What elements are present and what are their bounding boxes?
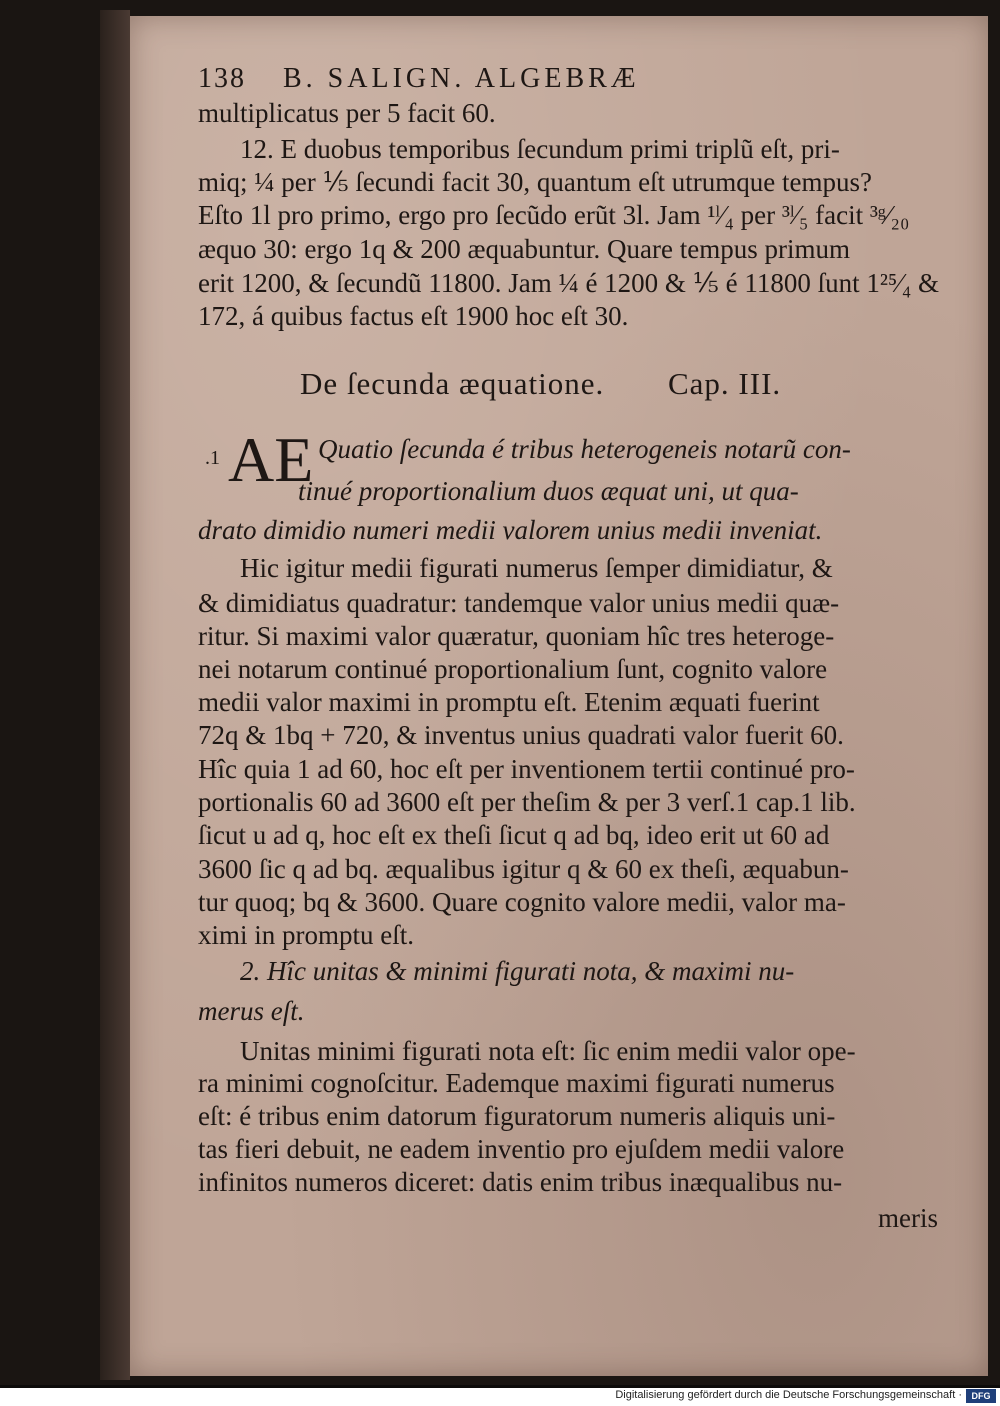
text-line: 72q & 1bq + 720, & inventus unius quadrati valor fuerit 60. [198,720,844,750]
text-line-italic: tinué proportionalium duos æquat uni, ut qua- [298,476,799,506]
drop-cap: AE [228,424,314,495]
text-line: 172, á quibus factus eſt 1900 hoc eſt 30. [198,301,629,331]
text-line: tur quoq; bq & 3600. Quare cognito valore medii, valor ma- [198,887,846,917]
running-header [198,62,640,96]
text-line: nei notarum continué proportionalium ſunt, cognito valore [198,654,828,684]
text-line: miq; ¼ per ⅕ ſecundi facit 30, quantum eſt utrumque tempus? [198,167,873,197]
catchword: meris [878,1203,938,1233]
text-line-italic: drato dimidio numeri medii valorem unius medii inveniat. [198,515,823,545]
section-marker: .1 [205,447,220,469]
running-head-title: B. SALIGN. ALGEBRÆ [283,63,640,94]
text-line-italic: Quatio ſecunda é tribus heterogeneis notarũ con- [318,434,851,464]
text-line: Unitas minimi figurati nota eſt: ſic enim medii valor ope- [240,1036,856,1066]
text-line: 12. E duobus temporibus ſecundum primi triplũ eſt, pri- [240,134,840,164]
text-line: ritur. Si maximi valor quæratur, quoniam hîc tres heteroge- [198,621,835,651]
text-line-italic: 2. Hîc unitas & minimi figurati nota, & maximi nu- [240,956,795,986]
text-line: erit 1200, & ſecundũ 11800. Jam ¼ é 1200 & ⅕ é 11800 ſunt 1²⁵⁄₄ & [198,268,940,298]
text-line: ſicut u ad q, hoc eſt ex theſi ſicut q ad bq, ideo erit ut 60 ad [198,820,830,850]
page-spine-edge [100,10,130,1380]
chapter-heading-title: De ſecunda æquatione. [300,366,605,401]
text-line: 3600 ſic q ad bq. æqualibus igitur q & 60 ex theſi, æquabun- [198,854,849,884]
text-line: Hîc quia 1 ad 60, hoc eſt per inventionem tertii continué pro- [198,754,855,784]
text-line: & dimidiatus quadratur: tandemque valor unius medii quæ- [198,588,840,618]
page-number: 138 [198,63,246,94]
text-line-italic: merus eſt. [198,996,305,1026]
text-line: Hic igitur medii figurati numerus ſemper dimidiatur, & [240,553,833,583]
text-line: multiplicatus per 5 facit 60. [198,98,496,128]
text-line: medii valor maximi in promptu eſt. Etenim æquati fuerint [198,687,820,717]
chapter-heading-number: Cap. III. [668,366,782,401]
dfg-logo-icon: DFG [966,1389,996,1403]
text-line: Eſto 1l pro primo, ergo pro ſecũdo erũt 3l. Jam ¹ˡ⁄₄ per ³ˡ⁄₅ facit ³ᵍ⁄₂₀ [198,200,910,230]
text-line: tas fieri debuit, ne eadem inventio pro ejuſdem medii valore [198,1134,845,1164]
text-line: ximi in promptu eſt. [198,920,414,950]
text-line: ra minimi cognoſcitur. Eademque maximi figurati numerus [198,1068,835,1098]
text-line: infinitos numeros diceret: datis enim tribus inæqualibus nu- [198,1167,843,1197]
text-line: æquo 30: ergo 1q & 200 æquabuntur. Quare tempus primum [198,234,850,264]
text-line: eſt: é tribus enim datorum figuratorum numeris aliquis uni- [198,1101,836,1131]
footer-credit: Digitalisierung gefördert durch die Deutsche Forschungsgemeinschaft · [615,1389,962,1401]
text-line: portionalis 60 ad 3600 eſt per theſim & per 3 verſ.1 cap.1 lib. [198,787,856,817]
